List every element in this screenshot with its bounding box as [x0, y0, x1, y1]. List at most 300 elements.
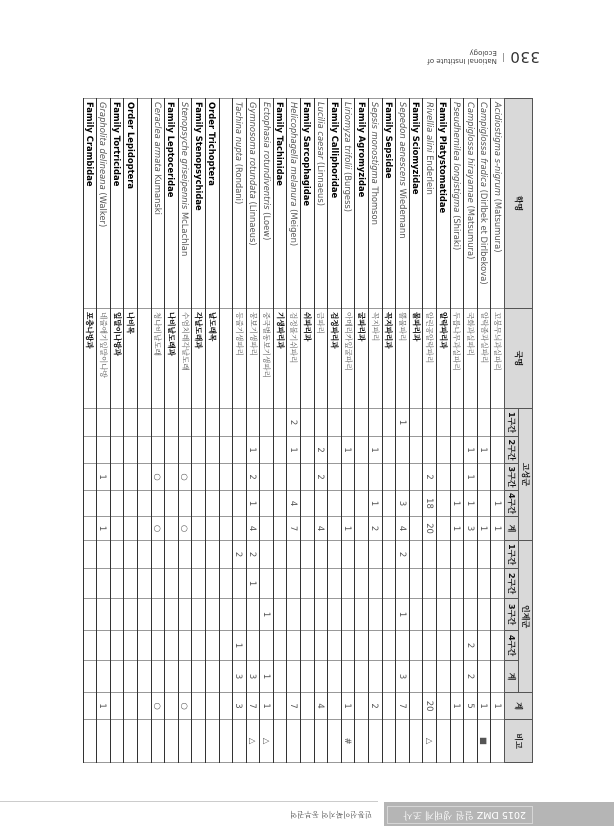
goseong-count-cell	[137, 491, 151, 517]
header-scientific-name: 학명	[505, 99, 533, 309]
total-count-cell: 7	[396, 693, 410, 720]
scientific-name-cell: Family Sepsidae	[382, 99, 396, 309]
inje-count-cell	[301, 541, 315, 569]
scientific-name-cell: Order Trichoptera	[205, 99, 219, 309]
inje-count-cell	[97, 631, 111, 661]
remark-cell	[355, 720, 369, 763]
goseong-count-cell	[409, 464, 423, 491]
inje-count-cell	[382, 661, 396, 693]
goseong-count-cell	[491, 437, 505, 464]
goseong-count-cell	[233, 437, 247, 464]
remark-cell	[396, 720, 410, 763]
inje-count-cell	[219, 661, 233, 693]
goseong-count-cell	[287, 464, 301, 491]
header-goseong: 고성군	[519, 409, 533, 541]
goseong-count-cell	[437, 409, 451, 437]
species-row	[477, 99, 491, 763]
goseong-count-cell	[219, 517, 233, 541]
species-author: (Linnaeus)	[248, 201, 259, 246]
inje-count-cell	[151, 661, 165, 693]
taxon-group-row	[165, 99, 179, 763]
remark-cell	[314, 720, 328, 763]
goseong-count-cell	[409, 491, 423, 517]
scientific-name-cell: Family Crambidae	[83, 99, 97, 309]
inje-count-cell	[151, 599, 165, 631]
goseong-count-cell	[83, 464, 97, 491]
inje-count-cell	[464, 569, 478, 599]
goseong-count-cell	[151, 437, 165, 464]
total-count-cell	[83, 693, 97, 720]
goseong-count-cell	[273, 409, 287, 437]
inje-count-cell	[137, 569, 151, 599]
goseong-count-cell	[301, 409, 315, 437]
inje-count-cell	[110, 631, 124, 661]
goseong-count-cell	[124, 409, 138, 437]
total-count-cell: 1	[477, 693, 491, 720]
korean-name-cell: 국화과실파리	[464, 309, 478, 409]
goseong-count-cell: 1	[450, 491, 464, 517]
goseong-count-cell	[83, 491, 97, 517]
scientific-name-cell: Family Calliphoridae	[328, 99, 342, 309]
inje-count-cell	[423, 599, 437, 631]
goseong-count-cell	[124, 437, 138, 464]
goseong-count-cell	[464, 409, 478, 437]
inje-count-cell	[273, 661, 287, 693]
inje-count-cell	[450, 661, 464, 693]
species-author: (Loew)	[261, 212, 272, 241]
scientific-name-cell	[477, 99, 491, 309]
inje-count-cell	[137, 599, 151, 631]
scientific-name-cell: Family Platystomatidae	[437, 99, 451, 309]
inje-count-cell	[437, 661, 451, 693]
inje-count-cell	[219, 631, 233, 661]
inje-count-cell: 2	[246, 541, 260, 569]
footer-title: 2015 DMZ 일원 생태계 조사	[387, 806, 533, 824]
inje-count-cell	[124, 541, 138, 569]
scientific-name-cell	[137, 99, 151, 309]
goseong-count-cell: 1	[464, 491, 478, 517]
goseong-count-cell	[192, 517, 206, 541]
remark-cell: #	[341, 720, 355, 763]
scientific-name-cell: Family Agromyzidae	[355, 99, 369, 309]
goseong-count-cell	[137, 464, 151, 491]
total-count-cell: 1	[450, 693, 464, 720]
inje-count-cell	[165, 631, 179, 661]
remark-cell	[205, 720, 219, 763]
inje-count-cell	[328, 541, 342, 569]
remark-cell	[97, 720, 111, 763]
goseong-count-cell	[205, 409, 219, 437]
remark-cell	[219, 720, 233, 763]
goseong-count-cell	[382, 437, 396, 464]
total-count-cell: 2	[369, 693, 383, 720]
total-count-cell	[219, 693, 233, 720]
goseong-count-cell	[450, 464, 464, 491]
remark-cell	[328, 720, 342, 763]
goseong-count-cell: 20	[423, 517, 437, 541]
inje-count-cell	[273, 599, 287, 631]
taxon-group-row	[192, 99, 206, 763]
species-binomial: Lucilia caesar	[315, 102, 326, 160]
korean-name-cell: 수염치레각날도래	[178, 309, 192, 409]
inje-count-cell: 2	[396, 541, 410, 569]
inje-count-cell	[110, 569, 124, 599]
goseong-count-cell: 1	[287, 437, 301, 464]
goseong-count-cell	[341, 464, 355, 491]
korean-name-cell: 꼬붕무늬과실파리	[491, 309, 505, 409]
scientific-name-cell: Family Stenopsychidae	[192, 99, 206, 309]
goseong-count-cell	[314, 491, 328, 517]
inje-count-cell	[137, 541, 151, 569]
taxon-group-row	[205, 99, 219, 763]
species-binomial: Acidiostigma s-nigrum	[492, 102, 503, 196]
inje-count-cell: 2	[464, 661, 478, 693]
inje-count-cell	[301, 661, 315, 693]
taxon-group-row	[409, 99, 423, 763]
korean-name-cell: 나비목	[124, 309, 138, 409]
goseong-count-cell: 1	[246, 437, 260, 464]
header-goseong-section-1: 1구간	[505, 409, 519, 437]
header-inje-subtotal: 계	[505, 661, 519, 693]
inje-count-cell	[273, 541, 287, 569]
goseong-count-cell: ○	[178, 517, 192, 541]
goseong-count-cell	[205, 491, 219, 517]
korean-name-cell: 검정파리과	[328, 309, 342, 409]
scientific-name-cell	[287, 99, 301, 309]
inje-count-cell	[83, 631, 97, 661]
goseong-count-cell	[382, 464, 396, 491]
inje-count-cell: 1	[260, 661, 274, 693]
header-goseong-section-2: 2구간	[505, 437, 519, 464]
remark-cell	[491, 720, 505, 763]
species-author: (Meigen)	[288, 209, 299, 247]
species-binomial: Helicophagella melanura	[288, 102, 299, 207]
goseong-count-cell	[165, 491, 179, 517]
goseong-count-cell: 1	[464, 437, 478, 464]
species-table	[83, 98, 533, 763]
scientific-name-cell	[491, 99, 505, 309]
goseong-count-cell: 2	[314, 437, 328, 464]
remark-cell	[409, 720, 423, 763]
goseong-count-cell	[124, 491, 138, 517]
goseong-count-cell	[423, 409, 437, 437]
inje-count-cell	[219, 599, 233, 631]
goseong-count-cell	[192, 464, 206, 491]
inje-count-cell	[287, 661, 301, 693]
species-binomial: Rivellia alini	[424, 102, 435, 153]
goseong-count-cell: 2	[287, 409, 301, 437]
goseong-count-cell	[437, 491, 451, 517]
inje-count-cell	[396, 569, 410, 599]
goseong-count-cell	[341, 409, 355, 437]
goseong-count-cell	[409, 517, 423, 541]
goseong-count-cell: 1	[97, 517, 111, 541]
goseong-count-cell	[437, 464, 451, 491]
remark-cell	[151, 720, 165, 763]
inje-count-cell	[314, 661, 328, 693]
korean-name-cell: 각날도래과	[192, 309, 206, 409]
inje-count-cell	[83, 569, 97, 599]
goseong-count-cell	[273, 464, 287, 491]
total-count-cell: 4	[314, 693, 328, 720]
scientific-name-cell	[396, 99, 410, 309]
scientific-name-cell	[246, 99, 260, 309]
taxon-group-row	[328, 99, 342, 763]
inje-count-cell: 1	[246, 569, 260, 599]
remark-cell	[301, 720, 315, 763]
korean-name-cell: 뿔물파리	[396, 309, 410, 409]
inje-count-cell	[464, 599, 478, 631]
scientific-name-cell	[341, 99, 355, 309]
inje-count-cell	[314, 631, 328, 661]
goseong-count-cell	[151, 409, 165, 437]
inje-count-cell	[382, 569, 396, 599]
remark-cell: △	[260, 720, 274, 763]
total-count-cell: 1	[341, 693, 355, 720]
species-author: Wiedemann	[397, 188, 408, 239]
goseong-count-cell	[409, 437, 423, 464]
header-remark: 비고	[505, 720, 533, 763]
inje-count-cell	[341, 631, 355, 661]
species-row	[97, 99, 111, 763]
korean-name-cell	[137, 309, 151, 409]
korean-name-cell: 날도래목	[205, 309, 219, 409]
goseong-count-cell	[110, 517, 124, 541]
inje-count-cell	[409, 541, 423, 569]
inje-count-cell	[83, 599, 97, 631]
species-row	[233, 99, 247, 763]
inje-count-cell	[328, 631, 342, 661]
inje-count-cell	[477, 661, 491, 693]
inje-count-cell	[110, 599, 124, 631]
inje-count-cell	[450, 631, 464, 661]
total-count-cell	[124, 693, 138, 720]
goseong-count-cell	[165, 517, 179, 541]
goseong-count-cell	[192, 437, 206, 464]
inje-count-cell	[423, 541, 437, 569]
species-author: (Matsumura)	[465, 205, 476, 260]
goseong-count-cell: 2	[314, 464, 328, 491]
header-inje-section-1: 1구간	[505, 541, 519, 569]
inje-count-cell	[151, 569, 165, 599]
goseong-count-cell: 4	[314, 517, 328, 541]
korean-name-cell	[219, 309, 233, 409]
goseong-count-cell	[260, 517, 274, 541]
inje-count-cell	[165, 661, 179, 693]
inje-count-cell	[450, 599, 464, 631]
header-goseong-section-3: 3구간	[505, 464, 519, 491]
goseong-count-cell	[328, 464, 342, 491]
goseong-count-cell	[355, 464, 369, 491]
inje-count-cell	[355, 541, 369, 569]
total-count-cell: ○	[151, 693, 165, 720]
remark-cell	[124, 720, 138, 763]
goseong-count-cell	[233, 464, 247, 491]
goseong-count-cell	[205, 437, 219, 464]
goseong-count-cell	[110, 491, 124, 517]
total-count-cell	[273, 693, 287, 720]
inje-count-cell	[341, 661, 355, 693]
footer-subtitle: 민통선이북지역 동부권역	[289, 810, 372, 819]
species-binomial: Ectophasia rotundiventris	[261, 102, 272, 210]
total-count-cell	[355, 693, 369, 720]
goseong-count-cell	[301, 437, 315, 464]
inje-count-cell	[97, 661, 111, 693]
goseong-count-cell: 1	[450, 517, 464, 541]
inje-count-cell	[151, 631, 165, 661]
species-author: Kumanski	[152, 174, 163, 215]
scientific-name-cell	[314, 99, 328, 309]
remark-cell: △	[246, 720, 260, 763]
inje-count-cell	[110, 541, 124, 569]
total-count-cell	[328, 693, 342, 720]
goseong-count-cell	[83, 437, 97, 464]
inje-count-cell	[301, 631, 315, 661]
korean-name-cell: 포충나방과	[83, 309, 97, 409]
species-row	[341, 99, 355, 763]
inje-count-cell	[192, 599, 206, 631]
page-footer	[0, 796, 614, 826]
inje-count-cell	[355, 599, 369, 631]
goseong-count-cell	[192, 409, 206, 437]
species-author: Enderlein	[424, 155, 435, 195]
species-row	[178, 99, 192, 763]
inje-count-cell	[287, 599, 301, 631]
scientific-name-cell	[464, 99, 478, 309]
inje-count-cell	[355, 661, 369, 693]
inje-count-cell	[314, 541, 328, 569]
goseong-count-cell	[151, 491, 165, 517]
inje-count-cell	[192, 661, 206, 693]
inje-count-cell	[301, 599, 315, 631]
inje-count-cell	[328, 569, 342, 599]
goseong-count-cell	[437, 517, 451, 541]
species-row	[260, 99, 274, 763]
species-binomial: Ceraclea armata	[152, 102, 163, 172]
goseong-count-cell	[205, 517, 219, 541]
goseong-count-cell	[219, 437, 233, 464]
goseong-count-cell	[110, 409, 124, 437]
goseong-count-cell	[260, 491, 274, 517]
taxon-group-row	[273, 99, 287, 763]
goseong-count-cell	[491, 464, 505, 491]
species-binomial: Sepsis monostigma	[370, 102, 381, 184]
species-row	[464, 99, 478, 763]
korean-name-cell: 청나비날도래	[151, 309, 165, 409]
goseong-count-cell	[301, 464, 315, 491]
goseong-count-cell: 1	[491, 491, 505, 517]
species-row	[369, 99, 383, 763]
goseong-count-cell: 1	[477, 517, 491, 541]
inje-count-cell: 3	[246, 661, 260, 693]
taxon-group-row	[110, 99, 124, 763]
inje-count-cell	[369, 599, 383, 631]
inje-count-cell	[341, 599, 355, 631]
inje-count-cell	[260, 569, 274, 599]
goseong-count-cell	[477, 464, 491, 491]
goseong-count-cell	[328, 517, 342, 541]
taxon-group-row	[83, 99, 97, 763]
inje-count-cell	[314, 569, 328, 599]
remark-cell	[382, 720, 396, 763]
header-goseong-section-4: 4구간	[505, 491, 519, 517]
species-binomial: Stenopsyche griseipennis	[180, 102, 191, 210]
species-binomial: Gymnosoma rotundata	[248, 102, 259, 199]
inje-count-cell	[124, 599, 138, 631]
species-author: (Matsumura)	[492, 198, 503, 253]
goseong-count-cell	[409, 409, 423, 437]
inje-count-cell	[491, 599, 505, 631]
inje-count-cell	[409, 661, 423, 693]
goseong-count-cell	[137, 409, 151, 437]
goseong-count-cell: 4	[396, 517, 410, 541]
inje-count-cell	[192, 541, 206, 569]
goseong-count-cell: 1	[341, 517, 355, 541]
inje-count-cell	[423, 569, 437, 599]
goseong-count-cell	[328, 437, 342, 464]
goseong-count-cell: 1	[464, 464, 478, 491]
korean-name-cell: 알린공알락파리	[423, 309, 437, 409]
inje-count-cell	[437, 599, 451, 631]
goseong-count-cell: 1	[369, 437, 383, 464]
species-table-container	[83, 98, 533, 762]
inje-count-cell	[83, 541, 97, 569]
inje-count-cell: 2	[233, 541, 247, 569]
species-binomial: Campiglossa fradica	[479, 102, 490, 187]
remark-cell	[178, 720, 192, 763]
goseong-count-cell: ○	[151, 517, 165, 541]
total-count-cell	[165, 693, 179, 720]
goseong-count-cell	[165, 409, 179, 437]
goseong-count-cell	[314, 409, 328, 437]
remark-cell	[464, 720, 478, 763]
inje-count-cell	[477, 631, 491, 661]
species-row	[491, 99, 505, 763]
goseong-count-cell	[328, 409, 342, 437]
korean-name-cell: 잎말이나방과	[110, 309, 124, 409]
remark-cell	[83, 720, 97, 763]
inje-count-cell	[178, 631, 192, 661]
goseong-count-cell	[355, 491, 369, 517]
korean-name-cell: 꼭지파리	[369, 309, 383, 409]
species-binomial: Grapholita delineana	[98, 102, 109, 190]
remark-cell	[437, 720, 451, 763]
inje-count-cell	[137, 631, 151, 661]
goseong-count-cell	[97, 437, 111, 464]
species-author: (Walker)	[98, 192, 109, 228]
inje-count-cell	[192, 569, 206, 599]
institute-name: National Institute of Ecology	[427, 49, 497, 65]
inje-count-cell	[409, 599, 423, 631]
species-binomial: Pseudhemilea longistigma	[451, 102, 462, 213]
korean-name-cell: 두릅나무과실파리	[450, 309, 464, 409]
remark-cell	[369, 720, 383, 763]
goseong-count-cell	[450, 409, 464, 437]
taxon-group-row	[301, 99, 315, 763]
goseong-count-cell	[491, 409, 505, 437]
remark-cell: △	[423, 720, 437, 763]
inje-count-cell	[301, 569, 315, 599]
inje-count-cell	[409, 569, 423, 599]
species-author: (Dirlbek et Dirlbekova)	[479, 189, 490, 285]
inje-count-cell	[369, 569, 383, 599]
total-count-cell	[409, 693, 423, 720]
species-row	[314, 99, 328, 763]
inje-count-cell	[287, 569, 301, 599]
inje-count-cell	[273, 569, 287, 599]
species-author: (Shiraki)	[451, 215, 462, 251]
goseong-count-cell	[382, 409, 396, 437]
